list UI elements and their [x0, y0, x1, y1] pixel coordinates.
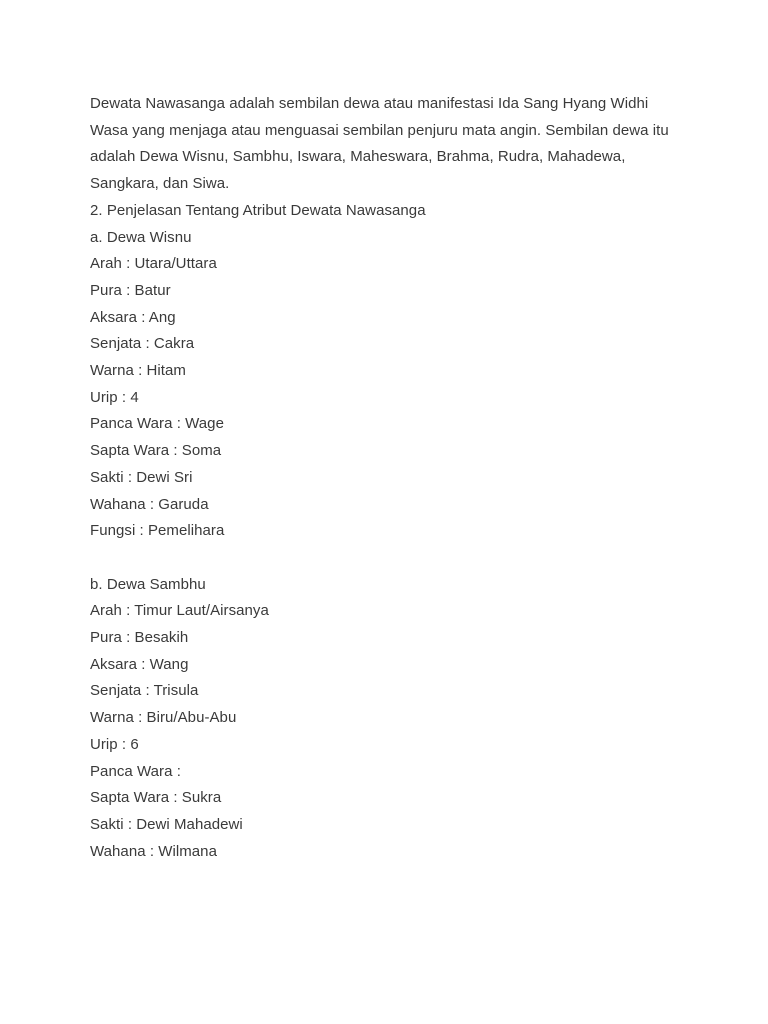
- dewa-wisnu-sakti: Sakti : Dewi Sri: [90, 468, 193, 486]
- dewa-sambhu-wahana: Wahana : Wilmana: [90, 842, 217, 860]
- intro-paragraph: Dewata Nawasanga adalah sembilan dewa atau manifestasi Ida Sang Hyang Widhi Wasa yang menjaga atau menguasai sembilan penjuru mata angin. Sembilan dewa itu adalah Dewa Wisnu, Sambhu, Iswara, Maheswara, Brahma, Rudra, Mahadewa, Sangkara, dan Siwa.: [90, 95, 669, 193]
- document-page: [90, 91, 690, 865]
- dewa-wisnu-fungsi: Fungsi : Pemelihara: [90, 522, 225, 540]
- blank-line: [90, 545, 690, 572]
- dewa-sambhu-warna: Warna : Biru/Abu-Abu: [90, 709, 237, 727]
- dewa-wisnu-urip: Urip : 4: [90, 388, 139, 406]
- dewa-sambhu-pura: Pura : Besakih: [90, 629, 189, 647]
- dewa-wisnu-senjata: Senjata : Cakra: [90, 335, 195, 353]
- dewa-wisnu-wahana: Wahana : Garuda: [90, 495, 209, 513]
- dewa-wisnu-heading: a. Dewa Wisnu: [90, 228, 192, 246]
- section-heading: 2. Penjelasan Tentang Atribut Dewata Nawasanga: [90, 201, 426, 219]
- dewa-sambhu-section: [90, 572, 690, 866]
- dewa-sambhu-aksara: Aksara : Wang: [90, 655, 189, 673]
- dewa-wisnu-sapta-wara: Sapta Wara : Soma: [90, 442, 222, 460]
- dewa-wisnu-pura: Pura : Batur: [90, 281, 171, 299]
- dewa-sambhu-sapta-wara: Sapta Wara : Sukra: [90, 789, 222, 807]
- dewa-sambhu-panca-wara: Panca Wara :: [90, 762, 181, 780]
- dewa-sambhu-senjata: Senjata : Trisula: [90, 682, 199, 700]
- dewa-wisnu-aksara: Aksara : Ang: [90, 308, 176, 326]
- dewa-sambhu-heading: b. Dewa Sambhu: [90, 575, 206, 593]
- dewa-wisnu-panca-wara: Panca Wara : Wage: [90, 415, 224, 433]
- dewa-sambhu-arah: Arah : Timur Laut/Airsanya: [90, 602, 269, 620]
- dewa-wisnu-section: [90, 225, 690, 545]
- dewa-sambhu-urip: Urip : 6: [90, 735, 139, 753]
- dewa-wisnu-arah: Arah : Utara/Uttara: [90, 255, 217, 273]
- dewa-sambhu-sakti: Sakti : Dewi Mahadewi: [90, 815, 243, 833]
- dewa-wisnu-warna: Warna : Hitam: [90, 362, 186, 380]
